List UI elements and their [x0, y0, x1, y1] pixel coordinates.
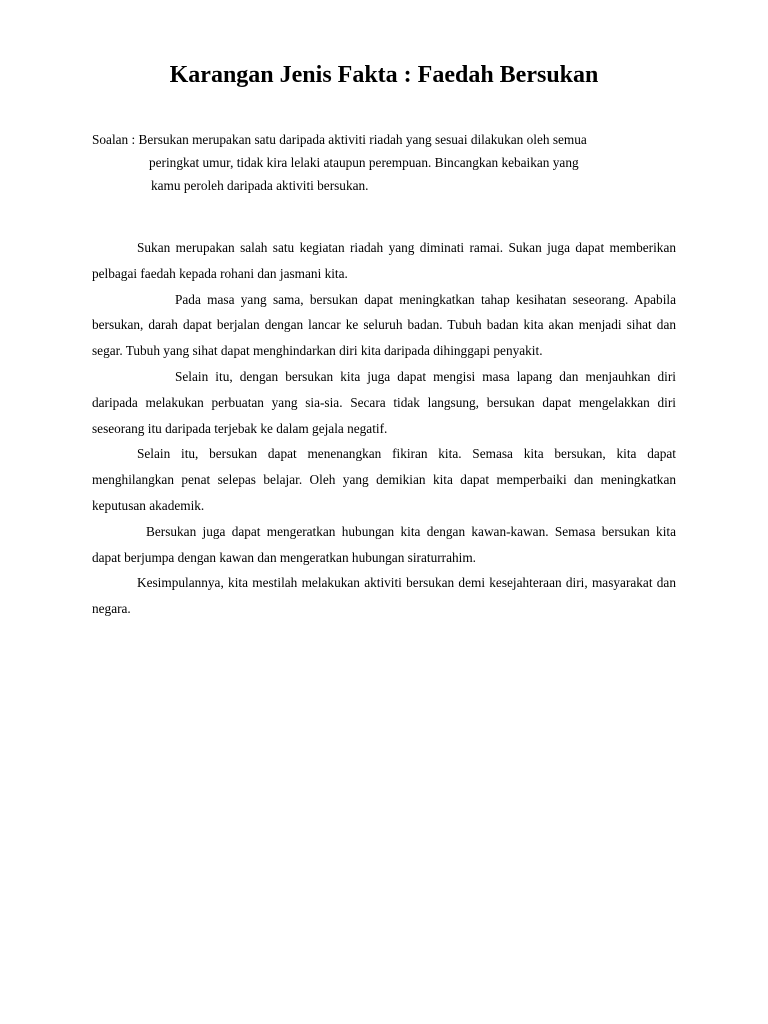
paragraph-friendship: Bersukan juga dapat mengeratkan hubungan kita dengan kawan-kawan. Semasa bersukan kita dapat berjumpa dengan kawan dan mengeratkan hubungan siraturrahim.: [92, 523, 676, 565]
question-line-2: peringkat umur, tidak kira lelaki ataupun perempuan. Bincangkan kebaikan yang: [149, 155, 579, 170]
essay-question: [92, 128, 692, 197]
paragraph-health: Pada masa yang sama, bersukan dapat meningkatkan tahap kesihatan seseorang. Apabila bersukan, darah dapat berjalan dengan lancar ke seluruh badan. Tubuh badan kita akan menjadi sihat dan segar. Tubuh yang sihat dapat menghindarkan diri kita daripada dihinggapi penyakit.: [92, 291, 676, 359]
paragraph-mind: Selain itu, bersukan dapat menenangkan fikiran kita. Semasa kita bersukan, kita dapat menghilangkan penat selepas belajar. Oleh yang demikian kita dapat memperbaiki dan meningkatkan keputusan akademik.: [92, 446, 676, 513]
essay-body: [92, 235, 676, 622]
question-line-3: kamu peroleh daripada aktiviti bersukan.: [151, 178, 369, 193]
question-line-1: Soalan : Bersukan merupakan satu daripada aktiviti riadah yang sesuai dilakukan oleh semua: [92, 132, 587, 147]
document-title: Karangan Jenis Fakta : Faedah Bersukan: [169, 62, 599, 88]
paragraph-conclusion: Kesimpulannya, kita mestilah melakukan aktiviti bersukan demi kesejahteraan diri, masyarakat dan negara.: [92, 575, 676, 617]
paragraph-introduction: Sukan merupakan salah satu kegiatan riadah yang diminati ramai. Sukan juga dapat memberikan pelbagai faedah kepada rohani dan jasmani kita.: [92, 240, 676, 281]
paragraph-leisure: Selain itu, dengan bersukan kita juga dapat mengisi masa lapang dan menjauhkan diri daripada melakukan perbuatan yang sia-sia. Secara tidak langsung, bersukan dapat mengelakkan diri seseorang itu daripada terjebak ke dalam gejala negatif.: [92, 368, 676, 436]
